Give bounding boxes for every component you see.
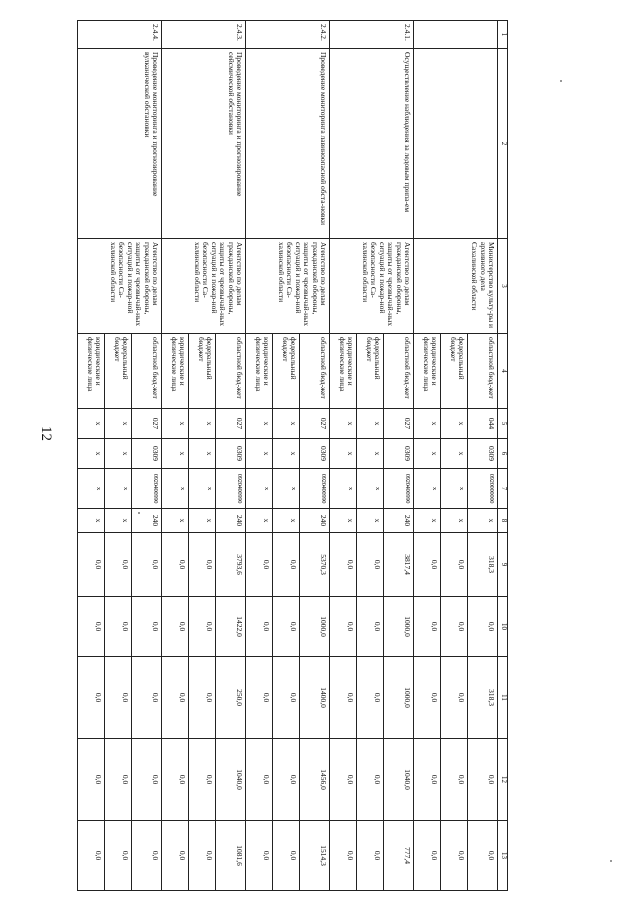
cell-c13: 0,0 [132,821,162,891]
cell-c7: x [78,469,105,509]
cell-c7: x [189,469,216,509]
cell-c7: 0920400990 [384,469,414,509]
cell-c9: 0,0 [357,533,384,597]
cell-c5: x [105,409,132,439]
cell-c12: 0,0 [78,739,105,821]
item-number: 2.4.4. [78,21,162,49]
cell-c11: 0,0 [414,657,441,739]
cell-c13: 777,4 [384,821,414,891]
cell-c7: x [105,469,132,509]
cell-c5: x [246,409,273,439]
column-number: 12 [498,739,508,821]
cell-c6: 0309 [468,439,498,469]
table-row [300,21,330,891]
cell-c6: x [105,439,132,469]
cell-c8: 240 [384,509,414,533]
cell-c11: 318,3 [468,657,498,739]
cell-c7: x [330,469,357,509]
cell-c13: 0,0 [162,821,189,891]
cell-c5: x [189,409,216,439]
cell-c7: 0920400990 [216,469,246,509]
cell-c9: 5370,3 [300,533,330,597]
cell-c12: 0,0 [273,739,300,821]
executor: Агентство по делам гражданской обороны, защиты от чрезвычай-ных ситуаций и пожар-ной безопасности Са-халинской области [78,239,162,334]
cell-c10: 0,0 [189,597,216,657]
cell-c7: x [162,469,189,509]
cell-c9: 318,3 [468,533,498,597]
funding-source: областной бюд-жет [216,334,246,409]
cell-c12: 0,0 [105,739,132,821]
cell-c11: 0,0 [105,657,132,739]
cell-c10: 1000,0 [384,597,414,657]
cell-c9: 0,0 [189,533,216,597]
cell-c7: x [246,469,273,509]
column-number: 3 [498,239,508,334]
scan-speck [138,512,140,514]
column-number: 5 [498,409,508,439]
cell-c8: x [189,509,216,533]
cell-c5: 027 [132,409,162,439]
funding-source: областной бюд-жет [132,334,162,409]
cell-c5: x [78,409,105,439]
cell-c11: 0,0 [273,657,300,739]
cell-c9: 3793,6 [216,533,246,597]
cell-c8: x [273,509,300,533]
cell-c13: 1081,6 [216,821,246,891]
cell-c5: 027 [384,409,414,439]
cell-c10: 0,0 [468,597,498,657]
measure-name: Осуществление наблюдения за ледовым припа-ем [330,49,414,239]
cell-c13: 0,0 [189,821,216,891]
cell-c5: x [162,409,189,439]
cell-c8: x [162,509,189,533]
executor: Агентство по делам гражданской обороны, защиты от чрезвычай-ных ситуаций и пожар-ной безопасности Са-халинской области [330,239,414,334]
funding-source: юридические и физические лица [246,334,273,409]
cell-c7: 0920400990 [300,469,330,509]
scan-speck [610,860,612,862]
page-number: 12 [38,426,54,441]
column-number: 10 [498,597,508,657]
cell-c8: x [357,509,384,533]
cell-c11: 1000,0 [384,657,414,739]
cell-c10: 0,0 [357,597,384,657]
cell-c12: 1040,0 [216,739,246,821]
funding-source: областной бюд-жет [300,334,330,409]
cell-c7: x [441,469,468,509]
cell-c9: 0,0 [441,533,468,597]
funding-source: юридические и физические лица [330,334,357,409]
cell-c8: x [78,509,105,533]
cell-c9: 0,0 [246,533,273,597]
cell-c13: 0,0 [330,821,357,891]
table-row [468,21,498,891]
cell-c9: 0,0 [78,533,105,597]
funding-source: областной бюд-жет [384,334,414,409]
table-body [78,21,508,891]
cell-c6: x [273,439,300,469]
executor: Агентство по делам гражданской обороны, защиты от чрезвычай-ных ситуаций и пожар-ной безопасности Са-халинской области [246,239,330,334]
cell-c10: 0,0 [246,597,273,657]
cell-c9: 0,0 [273,533,300,597]
cell-c11: 0,0 [246,657,273,739]
cell-c6: x [414,439,441,469]
cell-c7: x [414,469,441,509]
cell-c13: 0,0 [78,821,105,891]
cell-c12: 0,0 [189,739,216,821]
cell-c5: x [273,409,300,439]
cell-c9: 0,0 [105,533,132,597]
measure-name: Проведение мониторинга лавиноопасной обста-новки [246,49,330,239]
column-number: 1 [498,21,508,49]
cell-c9: 0,0 [414,533,441,597]
column-number-row [498,21,508,891]
cell-c5: 027 [216,409,246,439]
cell-c6: 0309 [132,439,162,469]
cell-c10: 0,0 [441,597,468,657]
item-number: 2.4.2. [246,21,330,49]
item-number: 2.4.1. [330,21,414,49]
cell-c11: 0,0 [330,657,357,739]
cell-c11: 0,0 [162,657,189,739]
column-number: 7 [498,469,508,509]
cell-c5: x [441,409,468,439]
cell-c10: 0,0 [414,597,441,657]
cell-c11: 0,0 [189,657,216,739]
table-row [216,21,246,891]
cell-c9: 0,0 [132,533,162,597]
cell-c8: x [468,509,498,533]
funding-source: юридические и физические лица [78,334,105,409]
cell-c12: 1456,0 [300,739,330,821]
column-number: 4 [498,334,508,409]
cell-c10: 0,0 [105,597,132,657]
cell-c6: x [330,439,357,469]
cell-c7: x [357,469,384,509]
funding-source: юридические и физические лица [162,334,189,409]
cell-c10: 1000,0 [300,597,330,657]
cell-c8: 240 [216,509,246,533]
budget-table [77,20,508,891]
funding-source: федеральный бюджет [273,334,300,409]
cell-c13: 0,0 [246,821,273,891]
cell-c13: 0,0 [105,821,132,891]
measure-name [414,49,498,239]
cell-c12: 0,0 [132,739,162,821]
cell-c12: 0,0 [357,739,384,821]
cell-c7: 0920400990 [132,469,162,509]
cell-c12: 0,0 [330,739,357,821]
cell-c13: 0,0 [273,821,300,891]
cell-c5: x [330,409,357,439]
cell-c10: 0,0 [132,597,162,657]
cell-c11: 1400,0 [300,657,330,739]
cell-c12: 0,0 [162,739,189,821]
cell-c7: x [273,469,300,509]
column-number: 6 [498,439,508,469]
column-number: 9 [498,533,508,597]
column-number: 11 [498,657,508,739]
cell-c8: x [105,509,132,533]
cell-c8: x [414,509,441,533]
cell-c10: 0,0 [162,597,189,657]
cell-c13: 0,0 [468,821,498,891]
executor: Министерство культу-ры и архивного дела Сахалинской области [414,239,498,334]
table-row [384,21,414,891]
cell-c8: x [441,509,468,533]
cell-c10: 0,0 [78,597,105,657]
column-number: 13 [498,821,508,891]
cell-c13: 0,0 [441,821,468,891]
scan-speck [560,80,562,82]
column-number: 8 [498,509,508,533]
funding-source: областной бюд-жет [468,334,498,409]
rotated-table-wrapper [85,20,508,890]
cell-c6: x [189,439,216,469]
cell-c11: 0,0 [78,657,105,739]
cell-c12: 0,0 [246,739,273,821]
cell-c9: 3817,4 [384,533,414,597]
cell-c6: 0309 [216,439,246,469]
cell-c11: 0,0 [441,657,468,739]
cell-c5: x [414,409,441,439]
funding-source: федеральный бюджет [441,334,468,409]
cell-c6: x [246,439,273,469]
cell-c6: 0309 [300,439,330,469]
cell-c6: x [441,439,468,469]
cell-c8: x [330,509,357,533]
cell-c6: x [357,439,384,469]
cell-c5: 044 [468,409,498,439]
table-row [132,21,162,891]
funding-source: федеральный бюджет [189,334,216,409]
cell-c8: x [246,509,273,533]
cell-c10: 1422,0 [216,597,246,657]
funding-source: юридические и физические лица [414,334,441,409]
cell-c5: 027 [300,409,330,439]
cell-c7: 0920000000 [468,469,498,509]
table-stage [85,20,508,890]
funding-source: федеральный бюджет [105,334,132,409]
cell-c5: x [357,409,384,439]
cell-c9: 0,0 [330,533,357,597]
cell-c8: 240 [132,509,162,533]
funding-source: федеральный бюджет [357,334,384,409]
measure-name: Проведение мониторинга и прогнозирование сейсмической обстановки [162,49,246,239]
cell-c13: 1514,3 [300,821,330,891]
cell-c11: 250,0 [216,657,246,739]
cell-c9: 0,0 [162,533,189,597]
cell-c13: 0,0 [357,821,384,891]
cell-c6: x [162,439,189,469]
cell-c12: 0,0 [441,739,468,821]
cell-c11: 0,0 [357,657,384,739]
cell-c10: 0,0 [273,597,300,657]
column-number: 2 [498,49,508,239]
cell-c13: 0,0 [414,821,441,891]
cell-c12: 0,0 [414,739,441,821]
item-number [414,21,498,49]
cell-c6: 0309 [384,439,414,469]
cell-c11: 0,0 [132,657,162,739]
item-number: 2.4.3. [162,21,246,49]
measure-name: Проведение мониторинга и прогнозирование вулканической обстановки [78,49,162,239]
cell-c10: 0,0 [330,597,357,657]
executor: Агентство по делам гражданской обороны, защиты от чрезвычай-ных ситуаций и пожар-ной безопасности Са-халинской области [162,239,246,334]
cell-c6: x [78,439,105,469]
cell-c8: 240 [300,509,330,533]
cell-c12: 1040,0 [384,739,414,821]
cell-c12: 0,0 [468,739,498,821]
